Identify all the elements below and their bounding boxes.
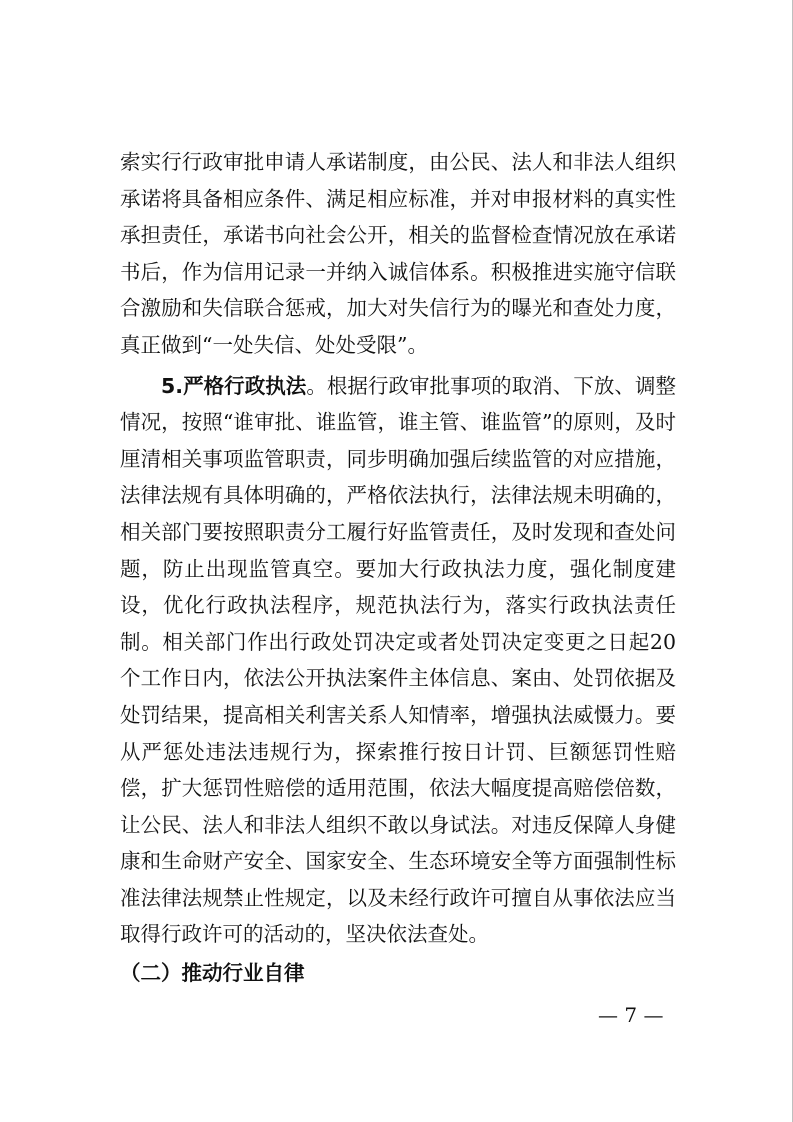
document-body [120,144,676,953]
paragraph-text: 。根据行政审批事项的取消、下放、调整情况，按照“谁审批、谁监管，谁主管、谁监管”的原则，及时厘清相关事项监管职责，同步明确加强后续监管的对应措施，法律法规有具体明确的，严格依法执行，法律法规未明确的，相关部门要按照职责分工履行好监管责任，及时发现和查处问题，防止出现监管真空。要加大行政执法力度，强化制度建设，优化行政执法程序，规范执法行为，落实行政执法责任制。相关部门作出行政处罚决定或者处罚决定变更之日起20个工作日内，依法公开执法案件主体信息、案由、处罚依据及处罚结果，提高相关利害关系人知情率，增强执法威慑力。要从严惩处违法违规行为，探索推行按日计罚、巨额惩罚性赔偿，扩大惩罚性赔偿的适用范围，依法大幅度提高赔偿倍数，让公民、法人和非法人组织不敢以身试法。对违反保障人身健康和生命财产安全、国家安全、生态环境安全等方面强制性标准法律法规禁止性规定，以及未经行政许可擅自从事依法应当取得行政许可的活动的，坚决依法查处。 [120,373,676,947]
paragraph-lead-heading: 5.严格行政执法 [161,373,307,398]
paragraph-strict-enforcement [120,368,676,954]
paragraph-credit-commitment [120,144,676,364]
paragraph-text: 索实行行政审批申请人承诺制度，由公民、法人和非法人组织承诺将具备相应条件、满足相应标准，并对申报材料的真实性承担责任，承诺书向社会公开，相关的监督检查情况放在承诺书后，作为信用记录一并纳入诚信体系。积极推进实施守信联合激励和失信联合惩戒，加大对失信行为的曝光和查处力度，真正做到“一处失信、处处受限”。 [120,150,676,357]
section-heading: （二）推动行业自律 [120,961,305,985]
page-number: — 7 — [598,1003,664,1027]
